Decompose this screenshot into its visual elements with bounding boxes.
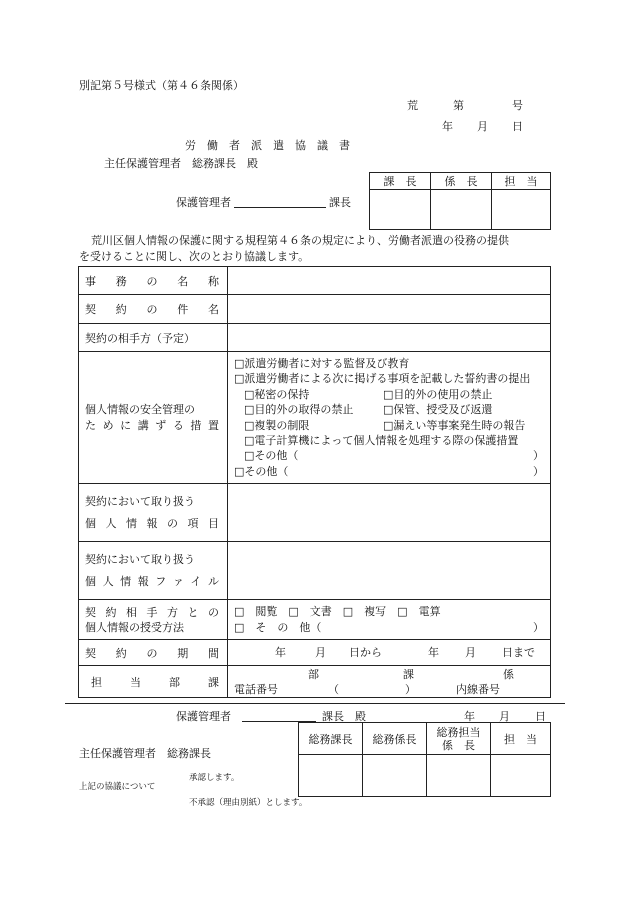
row-komoku: 契約において取り扱う 個 人 情 報 の 項 目 — [79, 484, 551, 542]
about-text: 上記の協議について — [79, 782, 156, 792]
addressee: 主任保護管理者 総務課長 殿 — [104, 157, 258, 170]
measure-other-inner-checkbox[interactable]: □その他（ — [244, 449, 299, 463]
dept-field[interactable]: 部 課 係 電話番号 （ ） 内線番号 — [228, 666, 551, 698]
stamp-header-tanto: 担 当 — [492, 173, 551, 190]
row-anzen: 個人情報の安全管理の た め に 講 ず る 措 置 □派遣労働者に対する監督及び教育 □派遣労働者による次に掲げる事項を記載した誓約書の提出 □秘密の保持 □目的外の使用の禁止 □目的外の取得の禁止 □保管、授受及び返還 □複製の制限 □漏えい等事案発生時の報告 □電子計算機によって個人情報を処理する際の保護措置 □その他（ ） □その他（ ） — [79, 352, 551, 484]
measure-other-checkbox[interactable]: □その他（ — [234, 464, 289, 478]
approval-box-tanto[interactable] — [491, 755, 551, 797]
number-line-dai: 第 — [453, 99, 464, 112]
approval-manager-suffix: 課長 殿 — [322, 710, 366, 723]
row-jujyu: 契 約 相 手 方 と の 個人情報の授受方法 □ 閲覧 □ 文書 □ 複写 □ 電算 □ そ の 他（ ） — [79, 600, 551, 640]
measure-copy-limit-checkbox[interactable]: □複製の制限 — [244, 418, 310, 432]
sender-label: 保護管理者 — [176, 196, 231, 209]
approve-text: 承認します。 — [189, 773, 240, 783]
number-line-ara: 荒 — [407, 99, 418, 112]
form-id: 別記第５号様式（第４６条関係） — [79, 79, 244, 92]
date-month: 月 — [477, 120, 488, 133]
sender-suffix: 課長 — [329, 196, 351, 209]
number-line-go: 号 — [512, 99, 523, 112]
transfer-other-checkbox[interactable]: □ そ の 他（ — [234, 620, 322, 634]
intro-line-1: 荒川区個人情報の保護に関する規程第４６条の規定により、労働者派遣の役務の提供 — [91, 234, 509, 247]
document-title: 労 働 者 派 遣 協 議 書 — [185, 139, 350, 152]
measure-supervision-checkbox[interactable]: □派遣労働者に対する監督及び教育 — [234, 357, 410, 370]
contract-party-field[interactable] — [228, 324, 551, 352]
row-tanto: 担 当 部 課 部 課 係 電話番号 （ ） 内線番号 — [79, 666, 551, 698]
date-year: 年 — [442, 120, 453, 133]
section-divider — [65, 703, 565, 704]
approval-header-somu-kakaricho: 総務係長 — [363, 723, 427, 755]
approval-date-month: 月 — [499, 710, 510, 723]
stamp-box-kakaricho[interactable] — [431, 190, 492, 230]
transfer-options[interactable]: □ 閲覧 □ 文書 □ 複写 □ 電算 — [234, 605, 441, 619]
row-jimu: 事 務 の 名 称 — [79, 267, 551, 295]
approval-box-somu-kakaricho[interactable] — [363, 755, 427, 797]
measure-pledge-checkbox[interactable]: □派遣労働者による次に掲げる事項を記載した誓約書の提出 — [234, 372, 531, 386]
approval-date-year: 年 — [464, 710, 475, 723]
top-stamp-table — [369, 172, 551, 230]
measure-purpose-acquire-checkbox[interactable]: □目的外の取得の禁止 — [244, 403, 354, 417]
approval-header-somu-kacho: 総務課長 — [299, 723, 363, 755]
approval-manager-label: 保護管理者 — [176, 710, 231, 723]
approval-stamp-table — [298, 722, 551, 797]
aite-label: 契約の相手方（予定） — [79, 324, 228, 352]
info-files-field[interactable] — [228, 542, 551, 600]
row-keiyaku: 契 約 の 件 名 — [79, 295, 551, 324]
approval-header-tanto: 担 当 — [491, 723, 551, 755]
stamp-box-kacho[interactable] — [370, 190, 431, 230]
contract-name-field[interactable] — [228, 295, 551, 324]
measure-storage-checkbox[interactable]: □保管、授受及び返還 — [383, 403, 493, 417]
stamp-header-kakaricho: 係 長 — [431, 173, 492, 190]
approval-header-somu-tanto: 総務担当 係 長 — [427, 723, 491, 755]
transfer-cell: □ 閲覧 □ 文書 □ 複写 □ 電算 □ そ の 他（ ） — [228, 600, 551, 640]
measure-secrecy-checkbox[interactable]: □秘密の保持 — [244, 387, 310, 401]
measure-purpose-use-checkbox[interactable]: □目的外の使用の禁止 — [383, 387, 493, 401]
row-kikan: 契 約 の 期 間 年 月 日から 年 月 日まで — [79, 640, 551, 666]
stamp-header-kacho: 課 長 — [370, 173, 431, 190]
sender-underline — [234, 207, 326, 208]
info-items-field[interactable] — [228, 484, 551, 542]
reject-text: 不承認（理由別紙）とします。 — [189, 798, 308, 808]
intro-line-2: を受けることに関し、次のとおり協議します。 — [79, 250, 310, 263]
approval-box-somu-tanto[interactable] — [427, 755, 491, 797]
measures-cell: □派遣労働者に対する監督及び教育 □派遣労働者による次に掲げる事項を記載した誓約書の提出 □秘密の保持 □目的外の使用の禁止 □目的外の取得の禁止 □保管、授受及び返還 □複製の制限 □漏えい等事案発生時の報告 □電子計算機によって個人情報を処理する際の保護措置 □その他（ ） □その他（ ） — [228, 352, 551, 484]
measure-leak-report-checkbox[interactable]: □漏えい等事案発生時の報告 — [383, 418, 526, 432]
period-field[interactable]: 年 月 日から 年 月 日まで — [228, 640, 551, 666]
approval-box-somu-kacho[interactable] — [299, 755, 363, 797]
jimu-name-field[interactable] — [228, 267, 551, 295]
row-file: 契約において取り扱う 個 人 情 報 フ ァ イ ル — [79, 542, 551, 600]
main-table — [78, 266, 551, 698]
chief-manager-label: 主任保護管理者 総務課長 — [79, 747, 211, 760]
approval-date-day: 日 — [535, 710, 546, 723]
row-aite — [79, 324, 551, 352]
stamp-box-tanto[interactable] — [492, 190, 551, 230]
date-day: 日 — [512, 120, 523, 133]
measure-computer-checkbox[interactable]: □電子計算機によって個人情報を処理する際の保護措置 — [244, 434, 519, 448]
